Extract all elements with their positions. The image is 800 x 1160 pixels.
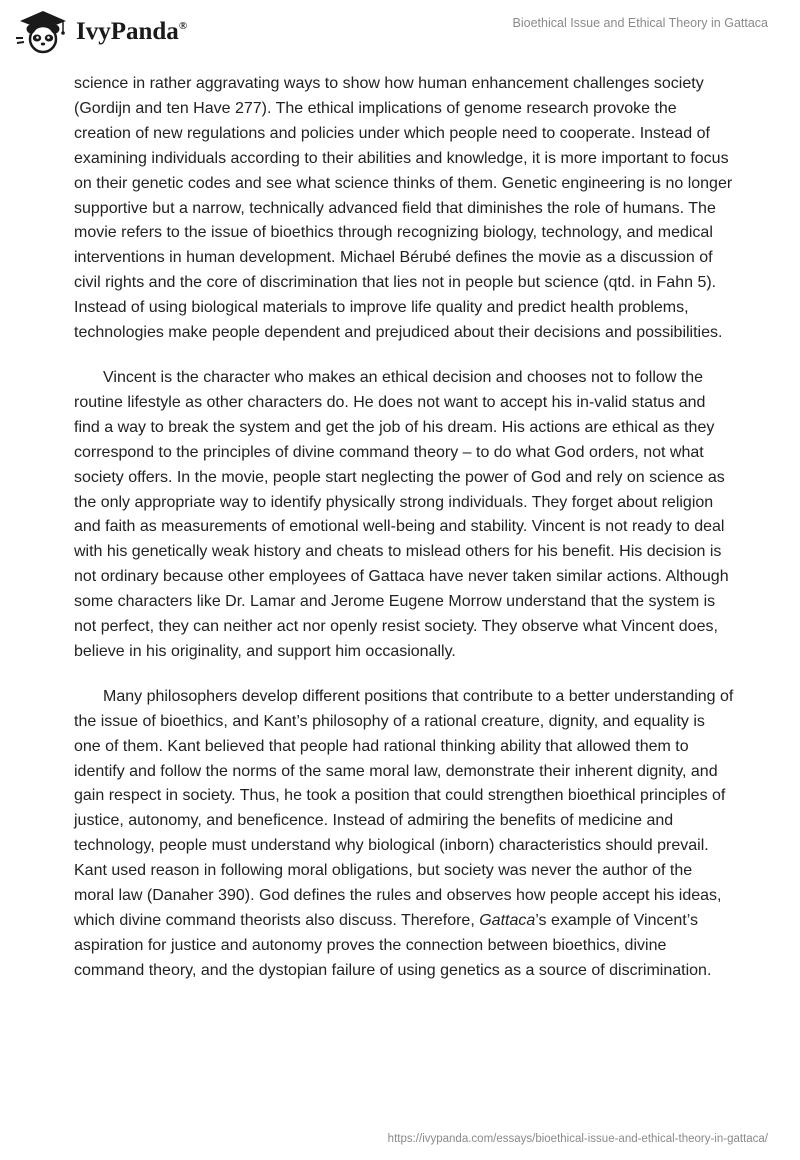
paragraph-2: Vincent is the character who makes an ethical decision and chooses not to follow the routine lifestyle as other characters do. He does not want to accept his in-valid status and find a way to break the system and get the job of his dream. His actions are ethical as they correspond to the principles of divine command theory – to do what God orders, not what society offers. In the movie, people start neglecting the power of God and rely on science as the only appropriate way to identify physically strong individuals. They forget about religion and faith as measurements of emotional well-being and stability. Vincent is not ready to deal with his genetically weak history and cheats to mislead others for his benefit. His decision is not ordinary because other employees of Gattaca have never taken similar actions. Although some characters like Dr. Lamar and Jerome Eugene Morrow understand that the system is not perfect, they can neither act nor openly resist society. They observe what Vincent does, believe in his originality, and support him occasionally.: [74, 368, 729, 660]
brand-name: IvyPanda®: [76, 18, 188, 45]
paragraph-1: science in rather aggravating ways to show how human enhancement challenges society (Gordijn and ten Have 277). The ethical implications of genome research provoke the creation of new regulations and policies under which people need to cooperate. Instead of examining individuals according to their abilities and knowledge, it is more important to focus on their genetic codes and see what science thinks of them. Genetic engineering is no longer supportive but a narrow, technically advanced field that diminishes the role of humans. The movie refers to the issue of bioethics through recognizing biology, technology, and medical interventions in human development. Michael Bérubé defines the movie as a discussion of civil rights and the core of discrimination that lies not in people but science (qtd. in Fahn 5). Instead of using biological materials to improve life quality and predict health problems, technologies make people dependent and prejudiced about their decisions and possibilities.: [74, 75, 733, 342]
registered-mark: ®: [178, 20, 188, 32]
paragraph-3-text-b: ’s example of Vincent’s aspiration for justice and autonomy proves the connection between bioethics, divine command theory, and the dystopian failure of using genetics as a source of discrimination.: [74, 912, 712, 979]
paragraph-3-text-a: Many philosophers develop different positions that contribute to a better understanding of the issue of bioethics, and Kant’s philosophy of a rational creature, dignity, and equality is one of them. Kant believed that people had rational thinking ability that allowed them to identify and follow the norms of the same moral law, demonstrate their inherent dignity, and gain respect in society. Thus, he took a position that could strengthen bioethical principles of justice, autonomy, and beneficence. Instead of admiring the benefits of medicine and technology, people must understand why biological (inborn) characteristics should prevail. Kant used reason in following moral obligations, but society was never the author of the moral law (Danaher 390). God defines the rules and observes how people accept his ideas, which divine command theorists also discuss. Therefore,: [74, 687, 734, 929]
document-title: Bioethical Issue and Ethical Theory in Gattaca: [512, 16, 768, 30]
film-title-italic: Gattaca: [479, 912, 536, 929]
source-url[interactable]: https://ivypanda.com/essays/bioethical-issue-and-ethical-theory-in-gattaca/: [387, 1133, 768, 1145]
brand-logo[interactable]: [14, 8, 187, 54]
essay-body: [74, 72, 734, 1004]
panda-graduation-cap-icon: [14, 8, 72, 54]
paragraph-3: [74, 685, 734, 984]
